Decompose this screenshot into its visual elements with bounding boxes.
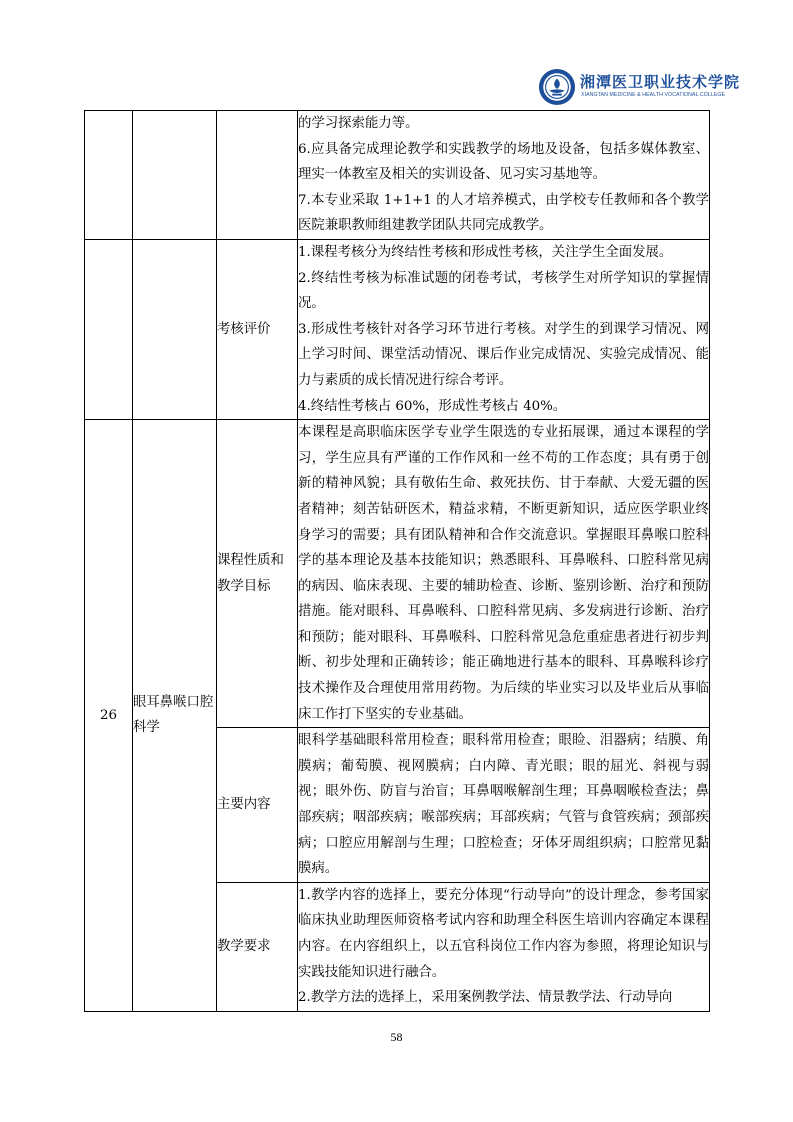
- paragraph: 本课程是高职临床医学专业学生限选的专业拓展课，通过本课程的学习，学生应具有严谨的工作作风和一丝不苟的工作态度；具有勇于创新的精神风貌；具有敬佑生命、救死扶伤、甘于奉献、大爱无疆的医者精神；刻苦钻研医术，精益求精，不断更新知识，适应医学职业终身学习的需要；具有团队精神和合作交流意识。掌握眼耳鼻喉口腔科学的基本理论及基本技能知识；熟悉眼科、耳鼻喉科、口腔科常见病的病因、临床表现、主要的辅助检查、诊断、鉴别诊断、治疗和预防措施。能对眼科、耳鼻喉科、口腔科常见病、多发病进行诊断、治疗和预防；能对眼科、耳鼻喉科、口腔科常见急危重症患者进行初步判断、初步处理和正确转诊；能正确地进行基本的眼科、耳鼻喉科诊疗技术操作及合理使用常用药物。为后续的毕业实习以及毕业后从事临床工作打下坚实的专业基础。: [298, 425, 709, 722]
- college-name-en: XIANGTAN MEDICINE & HEALTH VOCATIONAL COLLEGE: [581, 92, 726, 98]
- assessment-cell: [298, 239, 710, 419]
- requirements-cell: [298, 882, 710, 1011]
- paragraph: 1.教学内容的选择上，要充分体现“行动导向”的设计理念，参考国家临床执业助理医师资格考试内容和助理全科医生培训内容确定本课程内容。在内容组织上，以五官科岗位工作内容为参照，将理论知识与实践技能知识进行融合。: [298, 887, 709, 980]
- paragraph: 1.课程考核分为终结性考核和形成性考核，关注学生全面发展。: [298, 244, 673, 260]
- course-nature-cell: [298, 420, 710, 728]
- college-name-cn: 湘潭医卫职业技术学院: [580, 73, 741, 91]
- course-name: 眼耳鼻喉口腔科学: [133, 420, 217, 1012]
- curriculum-table: [84, 110, 710, 1012]
- paragraph: 4.终结性考核占 60%，形成性考核占 40%。: [298, 398, 567, 414]
- requirements-label: 教学要求: [217, 882, 298, 1011]
- paragraph: 2.终结性考核为标准试题的闭卷考试，考核学生对所学知识的掌握情况。: [298, 270, 709, 312]
- paragraph: 3.形成性考核针对各学习环节进行考核。对学生的到课学习情况、网上学习时间、课堂活动情况、课后作业完成情况、实验完成情况、能力与素质的成长情况进行综合考评。: [298, 321, 709, 388]
- table-row-assessment: [85, 239, 710, 419]
- page-number: 58: [390, 1030, 403, 1044]
- main-content-cell: [298, 728, 710, 883]
- teaching-methods-cont-cell: [298, 111, 710, 240]
- paragraph: 6.应具备完成理论教学和实践教学的场地及设备，包括多媒体教室、理实一体教室及相关的实训设备、见习实习基地等。: [298, 141, 709, 183]
- college-seal-logo: [538, 68, 576, 106]
- paragraph: 7.本专业采取 1+1+1 的人才培养模式，由学校专任教师和各个教学医院兼职教师组建教学团队共同完成教学。: [298, 192, 709, 234]
- college-header-logo: [538, 66, 741, 106]
- table-row-course-nature: [85, 420, 710, 728]
- course-number: 26: [85, 420, 133, 1012]
- main-content-label: 主要内容: [217, 728, 298, 883]
- paragraph: 的学习探索能力等。: [298, 116, 419, 131]
- table-row-teaching-methods-cont: [85, 111, 710, 240]
- paragraph: 2.教学方法的选择上，采用案例教学法、情景教学法、行动导向: [298, 990, 673, 1006]
- course-nature-label: 课程性质和教学目标: [217, 420, 298, 728]
- assessment-label: 考核评价: [217, 239, 298, 419]
- paragraph: 眼科学基础眼科常用检查；眼科常用检查；眼睑、泪器病；结膜、角膜病；葡萄膜、视网膜病；白内障、青光眼；眼的屈光、斜视与弱视；眼外伤、防盲与治盲；耳鼻咽喉解剖生理；耳鼻咽喉检查法；鼻部疾病；咽部疾病；喉部疾病；耳部疾病；气管与食管疾病；颈部疾病；口腔应用解剖与生理；口腔检查；牙体牙周组织病；口腔常见黏膜病。: [298, 733, 709, 877]
